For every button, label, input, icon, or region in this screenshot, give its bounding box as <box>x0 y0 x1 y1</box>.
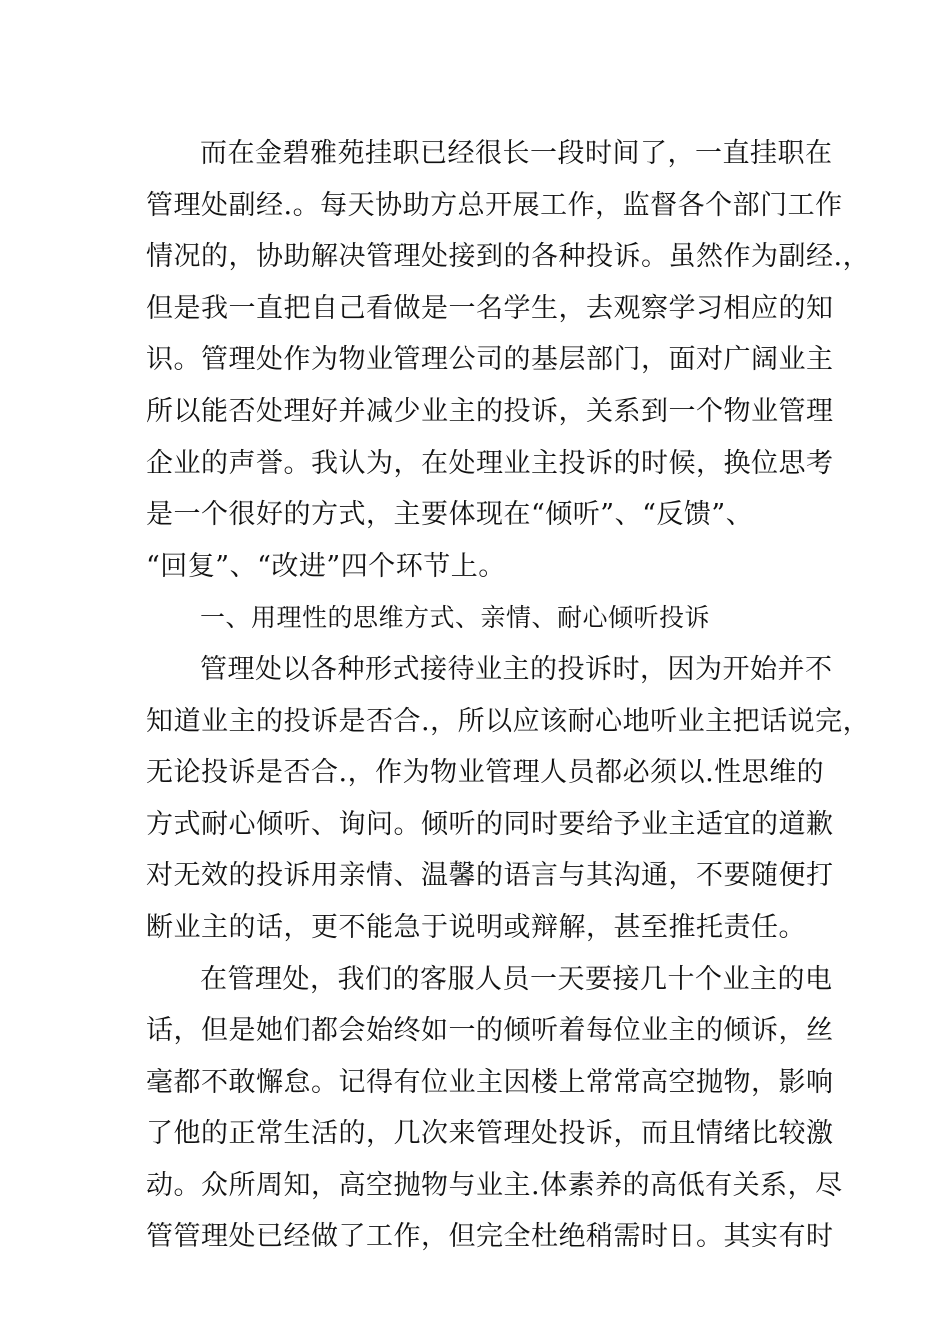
paragraph-1-line-9: “回复”、“改进”四个环节上。 <box>146 550 506 582</box>
paragraph-1-line-5: 识。管理处作为物业管理公司的基层部门，面对广阔业主 <box>146 344 834 376</box>
paragraph-1-line-8: 是一个很好的方式，主要体现在“倾听”、“反馈”、 <box>146 499 754 531</box>
paragraph-1-line-3: 情况的，协助解决管理处接到的各种投诉。虽然作为副经.， <box>146 241 871 273</box>
paragraph-1-line-4: 但是我一直把自己看做是一名学生，去观察学习相应的知 <box>146 292 834 324</box>
paragraph-2-line-3: 无论投诉是否合.，作为物业管理人员都必须以.性思维的 <box>146 757 825 789</box>
paragraph-3-line-6: 管管理处已经做了工作，但完全杜绝稍需时日。其实有时 <box>146 1221 834 1253</box>
paragraph-2-line-2: 知道业主的投诉是否合.，所以应该耐心地听业主把话说完， <box>146 705 871 737</box>
paragraph-2-line-4: 方式耐心倾听、询问。倾听的同时要给予业主适宜的道歉 <box>146 808 834 840</box>
paragraph-3-line-3: 毫都不敢懈怠。记得有位业主因楼上常常高空抛物，影响 <box>146 1066 834 1098</box>
paragraph-1-line-1: 而在金碧雅苑挂职已经很长一段时间了，一直挂职在 <box>200 138 833 169</box>
paragraph-3-line-4: 了他的正常生活的，几次来管理处投诉，而且情绪比较激 <box>146 1118 834 1150</box>
paragraph-2-line-1: 管理处以各种形式接待业主的投诉时，因为开始并不 <box>200 653 833 685</box>
paragraph-1-line-7: 企业的声誉。我认为，在处理业主投诉的时候，换位思考 <box>146 447 834 479</box>
paragraph-1-line-6: 所以能否处理好并减少业主的投诉，关系到一个物业管理 <box>146 395 834 427</box>
paragraph-3-line-2: 话，但是她们都会始终如一的倾听着每位业主的倾诉，丝 <box>146 1015 834 1047</box>
paragraph-3-line-5: 动。众所周知，高空抛物与业主.体素养的高低有关系，尽 <box>146 1169 843 1201</box>
paragraph-2-line-6: 断业主的话，更不能急于说明或辩解，甚至推托责任。 <box>146 911 806 943</box>
section-heading: 一、用理性的思维方式、亲情、耐心倾听投诉 <box>200 603 711 633</box>
document-body <box>146 128 871 1263</box>
paragraph-3-line-1: 在管理处，我们的客服人员一天要接几十个业主的电 <box>200 963 833 995</box>
paragraph-1-line-2: 管理处副经.。每天协助方总开展工作，监督各个部门工作 <box>146 189 843 221</box>
paragraph-2-line-5: 对无效的投诉用亲情、温馨的语言与其沟通，不要随便打 <box>146 860 834 892</box>
